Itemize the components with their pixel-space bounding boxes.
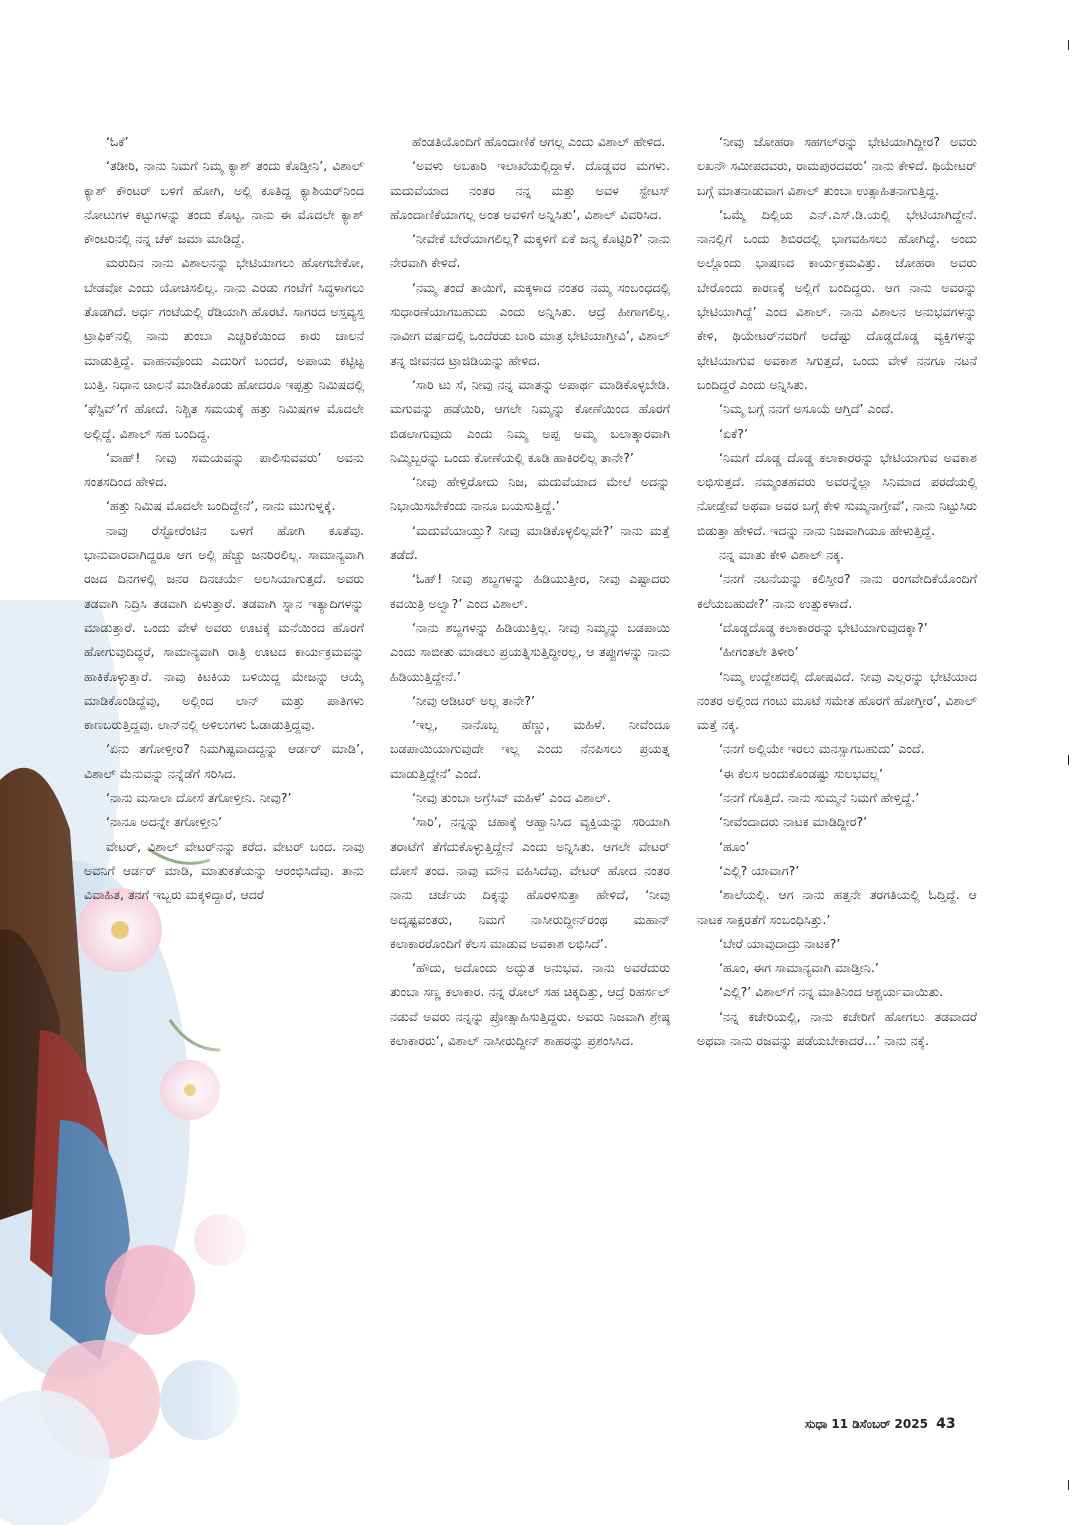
article-column-3 [697,130,977,1053]
paragraph: ಮರುದಿನ ನಾನು ವಿಶಾಲನನ್ನು ಭೇಟಿಯಾಗಲು ಹೋಗಬೇಕೋ, ಬೇಡವೋ ಎಂದು ಯೋಚಿಸಲಿಲ್ಲ. ನಾನು ಎರಡು ಗಂಟೆಗೆ ಸಿದ್ಧಳಾಗಲು ತೊಡಗಿದೆ. ಅರ್ಧ ಗಂಟೆಯಲ್ಲಿ ರೆಡಿಯಾಗಿ ಹೊರಟೆ. ಸಾಗರದ ಅಸ್ತವ್ಯಸ್ತ ಟ್ರಾಫಿಕ್‌ನಲ್ಲಿ ನಾನು ತುಂಬಾ ಎಚ್ಚರಿಕೆಯಿಂದ ಕಾರು ಚಾಲನೆ ಮಾಡುತ್ತಿದ್ದೆ. ವಾಹನವೊಂದು ಎದುರಿಗೆ ಬಂದರೆ, ಅಪಾಯ ಕಟ್ಟಿಟ್ಟ ಬುತ್ತಿ. ನಿಧಾನ ಚಾಲನೆ ಮಾಡಿಕೊಂಡು ಹೋದರೂ ಇಪ್ಪತ್ತು ನಿಮಿಷದಲ್ಲಿ ‘ಫೆಸ್ಟಿವ್’ಗೆ ಹೋದೆ. ನಿಶ್ಚಿತ ಸಮಯಕ್ಕೆ ಹತ್ತು ನಿಮಿಷಗಳ ಮೊದಲೇ ಅಲ್ಲಿದ್ದೆ. ವಿಶಾಲ್ ಸಹ ಬಂದಿದ್ದ. [84,255,364,441]
paragraph: ‘ಓಹ್! ನೀವು ಶಬ್ದಗಳನ್ನು ಹಿಡಿಯುತ್ತೀರ, ನೀವು ಎಷ್ಟಾದರು ಕವಯಿತ್ರಿ ಅಲ್ವಾ?’ ಎಂದ ವಿಶಾಲ್. [390,571,670,611]
paragraph: ‘ಬೇರೆ ಯಾವುದಾದ್ರು ನಾಟಕ?’ [719,935,841,951]
paragraph: ‘ನನ್ನ ಕಚೇರಿಯಲ್ಲಿ, ನಾನು ಕಚೇರಿಗೆ ಹೋಗಲು ತಡವಾದರೆ ಅಥವಾ ನಾನು ರಜವನ್ನು ಪಡೆಯಬೇಕಾದರೆ...’ ನಾನು ನಕ್ಕೆ. [697,1008,977,1048]
crop-mark [1068,40,1069,50]
magazine-name: ಸುಧಾ [805,1417,828,1431]
paragraph: ‘ದೊಡ್ಡದೊಡ್ಡ ಕಲಾಕಾರರನ್ನು ಭೇಟಿಯಾಗುವುದಕ್ಕಾ?’ [719,619,928,635]
paragraph: ‘ನಾನು ಶಬ್ದಗಳನ್ನು ಹಿಡಿಯುತ್ತಿಲ್ಲ. ನೀವು ನಿಮ್ಮನ್ನು ಬಡಪಾಯಿ ಎಂದು ಸಾಬೀತು ಮಾಡಲು ಪ್ರಯತ್ನಿಸುತ್ತಿದ್ದೀರಲ್ಲ, ಆ ತಪ್ಪುಗಳನ್ನು ನಾನು ಹಿಡಿಯುತ್ತಿದ್ದೇನೆ.’ [390,619,670,684]
paragraph: ‘ನಿಮಗೆ ದೊಡ್ಡ ದೊಡ್ಡ ಕಲಾಕಾರರನ್ನು ಭೇಟಿಯಾಗುವ ಅವಕಾಶ ಲಭಿಸುತ್ತದೆ. ನಮ್ಮಂತಹವರು ಅವರನ್ನೆಲ್ಲಾ ಸಿನಿಮಾದ ಪರದೆಯಲ್ಲಿ ನೋಡ್ತೇವೆ ಅಥವಾ ಅವರ ಬಗ್ಗೆ ಕೇಳಿ ಸುಮ್ಮನಾಗ್ತೇವೆ’, ನಾನು ನಿಟ್ಟುಸಿರು ಬಿಡುತ್ತಾ ಹೇಳಿದೆ. ಇದನ್ನು ನಾನು ನಿಜವಾಗಿಯೂ ಹೇಳುತ್ತಿದ್ದೆ. [697,449,977,538]
paragraph: ‘ಸಾರಿ ಟು ಸೆ, ನೀವು ನನ್ನ ಮಾತನ್ನು ಅಪಾರ್ಥ ಮಾಡಿಕೊಳ್ಳಬೇಡಿ. ಮಗುವನ್ನು ಹಡೆಯಿರಿ, ಆಗಲೇ ನಿಮ್ಮನ್ನು ಕೋಣೆಯಿಂದ ಹೊರಗೆ ಬಿಡಲಾಗುವುದು ಎಂದು ನಿಮ್ಮ ಅಪ್ಪ ಅಮ್ಮ ಬಲಾತ್ಕಾರವಾಗಿ ನಿಮ್ಮಿಬ್ಬರನ್ನು ಒಂದು ಕೋಣೆಯಲ್ಲಿ ಕೂಡಿ ಹಾಕಿರಲಿಲ್ಲ ತಾನೇ?’ [390,376,670,465]
page-number: 43 [936,1416,956,1432]
crop-mark [1068,755,1069,765]
article-column-1 [84,130,364,908]
paragraph: ‘ನಿಮ್ಮ ಉದ್ದೇಶದಲ್ಲಿ ದೋಷವಿದೆ. ನೀವು ಎಲ್ಲರನ್ನು ಭೇಟಿಯಾದ ನಂತರ ಅಲ್ಲಿಂದ ಗಂಟು ಮೂಟೆ ಸಮೇತ ಹೊರಗೆ ಹೋಗ್ತೀರ’, ವಿಶಾಲ್ ಮತ್ತೆ ನಕ್ಕ. [697,668,977,733]
paragraph: ಹೆಂಡತಿಯೊಂದಿಗೆ ಹೊಂದಾಣಿಕೆ ಆಗಲ್ಲ ಎಂದು ವಿಶಾಲ್ ಹೇಳಿದ. [412,134,666,149]
paragraph: ‘ನನಗೆ ಅಲ್ಲಿಯೇ ಇರಲು ಮನಸ್ಸಾಗಬಹುದು’ ಎಂದೆ. [719,741,925,757]
paragraph: ‘ನಿಮ್ಮ ಬಗ್ಗೆ ನನಗೆ ಅಸೂಯೆ ಆಗ್ತಿದೆ’ ಎಂದೆ. [719,401,894,417]
crop-mark [1068,1480,1069,1490]
paragraph: ‘ವಾಹ್! ನೀವು ಸಮಯವನ್ನು ಪಾಲಿಸುವವರು’ ಅವನು ಸಂತಸದಿಂದ ಹೇಳಿದ. [84,449,364,490]
page-footer [805,1416,956,1432]
paragraph: ‘ನೀವು ತುಂಬಾ ಅಗ್ರೆಸಿವ್ ಮಹಿಳೆ’ ಎಂದ ವಿಶಾಲ್. [412,790,611,806]
paragraph: ‘ನಮ್ಮ ತಂದೆ ತಾಯಿಗೆ, ಮಕ್ಕಳಾದ ನಂತರ ನಮ್ಮ ಸಂಬಂಧದಲ್ಲಿ ಸುಧಾರಣೆಯಾಗಬಹುದು ಎಂದು ಅನ್ನಿಸಿತು. ಆದ್ರೆ ಹೀಗಾಗಲಿಲ್ಲ. ನಾವೀಗ ವರ್ಷದಲ್ಲಿ ಒಂದೆರಡು ಬಾರಿ ಮಾತ್ರ ಭೇಟಿಯಾಗ್ತೀವಿ’, ವಿಶಾಲ್ ತನ್ನ ಜೀವನದ ಟ್ರಾಜಿಡಿಯನ್ನು ಹೇಳಿದ. [390,279,670,368]
paragraph: ‘ಇಲ್ಲ, ನಾನೊಬ್ಬ ಹೆಣ್ಣು, ಮಹಿಳೆ. ನೀವೆಂದೂ ಬಡಪಾಯಿಯಾಗುವುದೇ ಇಲ್ಲ ಎಂದು ನೆನಪಿಸಲು ಪ್ರಯತ್ನ ಮಾಡುತ್ತಿದ್ದೇನೆ’ ಎಂದೆ. [390,717,670,781]
paragraph: ‘ಓಕೆ’ [106,134,129,149]
paragraph: ‘ಶಾಲೆಯಲ್ಲಿ. ಆಗ ನಾನು ಹತ್ತನೇ ತರಗತಿಯಲ್ಲಿ ಓದ್ತಿದ್ದೆ. ಆ ನಾಟಕ ಸಾಕ್ಷರತೆಗೆ ಸಂಬಂಧಿಸಿತ್ತು.’ [697,887,977,927]
paragraph: ‘ಹೂಂ’ [719,838,750,854]
paragraph: ‘ನೀವು ಹೇಳ್ತಿರೋದು ನಿಜ, ಮದುವೆಯಾದ ಮೇಲೆ ಅದನ್ನು ನಿಭಾಯಿಸಬೇಕೆಂದು ನಾನೂ ಬಯಸುತ್ತಿದ್ದೆ.’ [390,474,670,514]
paragraph: ‘ಹೀಗಂತಲೇ ತಿಳೀರಿ’ [719,644,799,660]
paragraph: ನನ್ನ ಮಾತು ಕೇಳಿ ವಿಶಾಲ್ ನಕ್ಕ. [719,547,845,563]
paragraph: ‘ಹೌದು, ಅದೊಂದು ಅದ್ಭುತ ಅನುಭವ. ನಾನು ಅವರೆದುರು ತುಂಬಾ ಸಣ್ಣ ಕಲಾಕಾರ. ನನ್ನ ರೋಲ್ ಸಹ ಚಿಕ್ಕದಿತ್ತು, ಆದ್ರೆ ರಿಹರ್ಸಲ್ ನಡುವೆ ಅವರು ನನ್ನನ್ನು ಪ್ರೋತ್ಸಾಹಿಸುತ್ತಿದ್ದರು. ಅವರು ನಿಜವಾಗಿ ಶ್ರೇಷ್ಠ ಕಲಾಕಾರರು’, ವಿಶಾಲ್ ನಾಸೀರುದ್ದೀನ್ ಶಾಹರನ್ನು ಪ್ರಶಂಸಿಸಿದ. [390,960,670,1048]
paragraph: ‘ನಾನು ಮಸಾಲಾ ದೋಸೆ ತಗೋಳ್ತೀನಿ. ನೀವು?’ [106,790,292,806]
paragraph: ‘ನೀವು ಆಡಿಟರ್ ಅಲ್ಲ ತಾನೇ?’ [412,692,536,708]
issue-date: 11 ಡಿಸೆಂಬರ್ 2025 [831,1417,928,1431]
paragraph: ‘ಸಾರಿ’, ನನ್ನನ್ನು ಚಹಾಕ್ಕೆ ಆಹ್ವಾನಿಸಿದ ವ್ಯಕ್ತಿಯನ್ನು ಸರಿಯಾಗಿ ತರಾಟೆಗೆ ತೆಗೆದುಕೊಳ್ಳುತ್ತಿದ್ದೇನೆ ಎಂದು ಅನ್ನಿಸಿತು. ಆಗಲೇ ವೇಟರ್ ದೋಸೆ ತಂದ. ನಾವು ಮೌನ ವಹಿಸಿದೆವು. ವೇಟರ್ ಹೋದ ನಂತರ ನಾನು ಚರ್ಚೆಯ ದಿಕ್ಕನ್ನು ಹೊರಳಿಸುತ್ತಾ ಹೇಳಿದೆ, ‘ನೀವು ಅದೃಷ್ಟವಂತರು, ನಿಮಗೆ ನಾಸೀರುದ್ದೀನ್‌ರಂಥ ಮಹಾನ್ ಕಲಾಕಾರರೊಂದಿಗೆ ಕೆಲಸ ಮಾಡುವ ಅವಕಾಶ ಲಭಿಸಿದೆ’. [390,814,670,951]
paragraph: ‘ನೀವೆಂದಾದರು ನಾಟಕ ಮಾಡಿದ್ದೀರ?’ [719,814,868,830]
paragraph: ‘ಒಮ್ಮೆ ದಿಲ್ಲಿಯ ಎನ್.ಎಸ್.ಡಿ.ಯಲ್ಲಿ ಭೇಟಿಯಾಗಿದ್ದೇನೆ. ನಾನಲ್ಲಿಗೆ ಒಂದು ಶಿಬಿರದಲ್ಲಿ ಭಾಗವಹಿಸಲು ಹೋಗಿದ್ದೆ. ಅಂದು ಅಲ್ಲೊಂದು ಭಾಷಣದ ಕಾರ್ಯಕ್ರಮವಿತ್ತು. ಜೋಹರಾ ಅವರು ಬೇರೊಂದು ಕಾರಣಕ್ಕೆ ಅಲ್ಲಿಗೆ ಬಂದಿದ್ದರು. ಆಗ ನಾನು ಅವರನ್ನು ಭೇಟಿಯಾಗಿದ್ದೆ’ ಎಂದ ವಿಶಾಲ್. ನಾನು ವಿಶಾಲನ ಅನುಭವಗಳನ್ನು ಕೇಳಿ, ಥಿಯೇಟರ್‌ನವರಿಗೆ ಅದೆಷ್ಟು ದೊಡ್ಡದೊಡ್ಡ ವ್ಯಕ್ತಿಗಳನ್ನು ಭೇಟಿಯಾಗುವ ಅವಕಾಶ ಸಿಗುತ್ತದೆ, ಒಂದು ವೇಳೆ ನನಗೂ ನಟನೆ ಬಂದಿದ್ದರೆ ಎಂದು ಅನ್ನಿಸಿತು. [697,206,977,392]
paragraph: ‘ಈ ಕೆಲಸ ಅಂದುಕೊಂಡಷ್ಟು ಸುಲಭವಲ್ಲ’ [719,765,884,781]
paragraph: ‘ಮದುವೆಯಾಯ್ತು? ನೀವು ಮಾಡಿಕೊಳ್ಳಲಿಲ್ಲವೇ?’ ನಾನು ಮತ್ತೆ ತಡೆದೆ. [390,522,670,563]
paragraph: ‘ಏನು ತಗೋಳ್ತೀರ? ನಿಮಗಿಷ್ಟವಾದದ್ದನ್ನು ಆರ್ಡರ್ ಮಾಡಿ’, ವಿಶಾಲ್ ಮೆನುವನ್ನು ನನ್ನೆಡೆಗೆ ಸರಿಸಿದ. [84,741,364,781]
paragraph: ‘ಹೂಂ, ಈಗ ಸಾಮಾನ್ಯವಾಗಿ ಮಾಡ್ತೀನಿ.’ [719,960,879,976]
paragraph: ‘ಎಲ್ಲಿ? ಯಾವಾಗ?’ [719,862,800,878]
paragraph: ನಾವು ರೆಸ್ಟೋರೆಂಟಿನ ಒಳಗೆ ಹೋಗಿ ಕೂತೆವು. ಭಾನುವಾರವಾಗಿದ್ದರೂ ಆಗ ಅಲ್ಲಿ ಹೆಚ್ಚು ಜನರಿರಲಿಲ್ಲ. ಸಾಮಾನ್ಯವಾಗಿ ರಜದ ದಿನಗಳಲ್ಲಿ ಜನರ ದಿನಚರ್ಯೆ ಅಲಸಿಯಾಗುತ್ತದೆ. ಅವರು ತಡವಾಗಿ ನಿದ್ರಿಸಿ ತಡವಾಗಿ ಏಳುತ್ತಾರೆ. ತಡವಾಗಿ ಸ್ನಾನ ಇತ್ಯಾದಿಗಳನ್ನು ಮಾಡುತ್ತಾರೆ. ಒಂದು ವೇಳೆ ಅವರು ಊಟಕ್ಕೆ ಮನೆಯಿಂದ ಹೊರಗೆ ಹೋಗುವುದಿದ್ದರೆ, ಸಾಮಾನ್ಯವಾಗಿ ರಾತ್ರಿ ಊಟದ ಕಾರ್ಯಕ್ರಮವನ್ನು ಹಾಕಿಕೊಳ್ಳುತ್ತಾರೆ. ನಾವು ಕಿಟಕಿಯ ಬಳಿಯಿದ್ದ ಮೇಜನ್ನು ಆಯ್ಕೆ ಮಾಡಿಕೊಂಡಿದ್ದೆವು, ಅಲ್ಲಿಂದ ಲಾನ್ ಮತ್ತು ಪಾತಿಗಳು ಕಾಣಬರುತ್ತಿದ್ದವು. ಲಾನ್‌ನಲ್ಲಿ ಅಳಿಲುಗಳು ಓಡಾಡುತ್ತಿದ್ದವು. [84,522,364,733]
paragraph: ‘ನೀವು ಜೋಹರಾ ಸಹಗಲ್‌ರನ್ನು ಭೇಟಿಯಾಗಿದ್ದೀರ? ಅವರು ಲಖನೌ ಸಮೀಪದವರು, ರಾಮಪುರದವರು’ ನಾನು ಕೇಳಿದೆ. ಥಿಯೇಟರ್ ಬಗ್ಗೆ ಮಾತನಾಡುವಾಗ ವಿಶಾಲ್ ತುಂಬಾ ಉತ್ಸಾಹಿತನಾಗುತ್ತಿದ್ದ. [697,134,977,198]
paragraph: ‘ಅವಳು ಅಬಕಾರಿ ಇಲಾಖೆಯಲ್ಲಿದ್ದಾಳೆ. ದೊಡ್ಡವರ ಮಗಳು. ಮದುವೆಯಾದ ನಂತರ ನನ್ನ ಮತ್ತು ಅವಳ ಸ್ಟೇಟಸ್ ಹೊಂದಾಣಿಕೆಯಾಗಲ್ಲ ಅಂತ ಅವಳಿಗೆ ಅನ್ನಿಸಿತು’, ವಿಶಾಲ್ ವಿವರಿಸಿದ. [390,158,670,222]
paragraph: ‘ಏಕೆ?’ [719,425,748,441]
article-column-2 [390,130,670,1053]
paragraph: ‘ನೀವೇಕೆ ಬೇರೆಯಾಗಲಿಲ್ಲ? ಮಕ್ಕಳಿಗೆ ಏಕೆ ಜನ್ಮ ಕೊಟ್ಟಿರಿ?’ ನಾನು ನೇರವಾಗಿ ಕೇಳಿದೆ. [390,231,670,271]
paragraph: ‘ತಡೀರಿ, ನಾನು ನಿಮಗೆ ನಿಮ್ಮ ಕ್ಯಾಶ್ ತಂದು ಕೊಡ್ತೀನಿ’, ವಿಶಾಲ್ ಕ್ಯಾಶ್ ಕೌಂಟರ್ ಬಳಿಗೆ ಹೋಗಿ, ಅಲ್ಲಿ ಕೂತಿದ್ದ ಕ್ಯಾಶಿಯರ್‌ನಿಂದ ನೋಟುಗಳ ಕಟ್ಟುಗಳನ್ನು ತಂದು ಕೊಟ್ಟ. ನಾನು ಈ ಮೊದಲೇ ಕ್ಯಾಶ್ ಕೌಂಟರಿನಲ್ಲಿ ನನ್ನ ಚೆಕ್ ಜಮಾ ಮಾಡಿದ್ದೆ. [84,158,364,247]
paragraph: ‘ನನಗೆ ನಟನೆಯನ್ನು ಕಲಿಸ್ತೀರ? ನಾನು ರಂಗವೇದಿಕೆಯೊಂದಿಗೆ ಕಲೆಯಬಹುದೇ?’ ನಾನು ಉತ್ಸುಕಳಾದೆ. [697,571,977,611]
paragraph: ‘ನನಗೆ ಗೊತ್ತಿದೆ. ನಾನು ಸುಮ್ಮನೆ ನಿಮಗೆ ಹೇಳ್ತಿದ್ದೆ.’ [719,790,920,806]
paragraph: ‘ನಾನೂ ಅದನ್ನೇ ತಗೋಳ್ತೀನಿ’ [106,814,222,830]
paragraph: ‘ಎಲ್ಲಿ?’ ವಿಶಾಲ್‌ಗೆ ನನ್ನ ಮಾತಿನಿಂದ ಆಶ್ಚರ್ಯವಾಯಿತು. [719,984,944,1000]
paragraph: ‘ಹತ್ತು ನಿಮಿಷ ಮೊದಲೇ ಬಂದಿದ್ದೇನೆ’, ನಾನು ಮುಗುಳ್ನಕ್ಕೆ. [106,498,336,514]
paragraph: ವೇಟರ್, ವಿಶಾಲ್ ವೇಟರ್‌ನನ್ನು ಕರೆದ. ವೇಟರ್ ಬಂದ. ನಾವು ಅವನಿಗೆ ಆರ್ಡರ್ ಮಾಡಿ, ಮಾತುಕತೆಯನ್ನು ಆರಂಭಿಸಿದೆವು. ತಾನು ವಿವಾಹಿತ, ತನಗೆ ಇಬ್ಬರು ಮಕ್ಕಳಿದ್ದಾರೆ, ಆದರೆ [84,838,364,903]
